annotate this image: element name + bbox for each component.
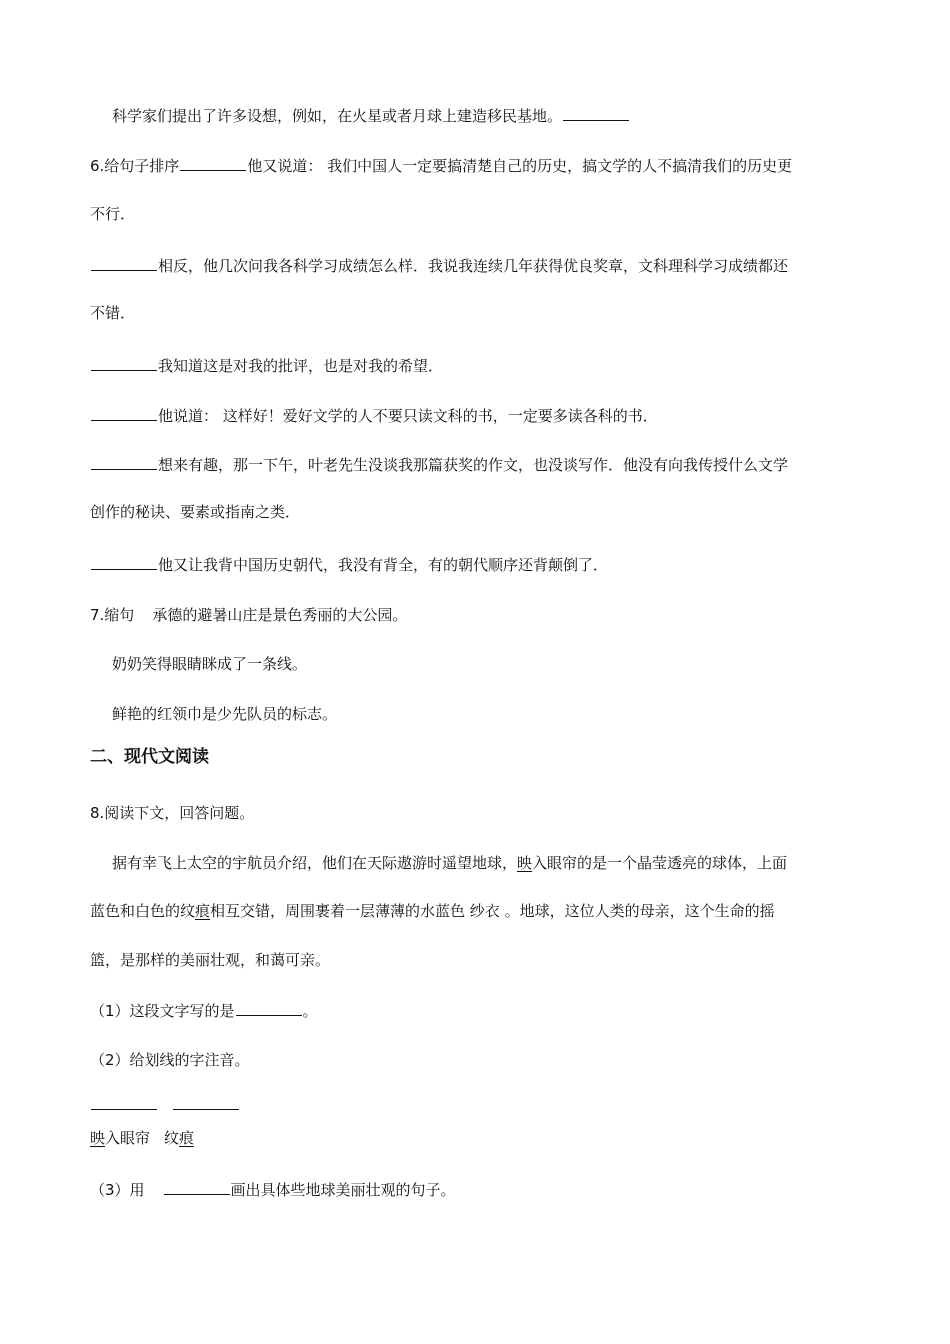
- answer-blank[interactable]: [91, 455, 157, 470]
- question-7-sentence-3: 鲜艳的红领巾是少先队员的标志。: [112, 705, 338, 723]
- question-7-line: 7.缩句 承德的避暑山庄是景色秀丽的大公园。: [90, 606, 408, 624]
- underlined-char: 映: [517, 854, 533, 872]
- answer-blank[interactable]: [236, 1001, 302, 1016]
- passage-line-1: 据有幸飞上太空的宇航员介绍，他们在天际遨游时遥望地球，映入眼帘的是一个晶莹透亮的球体，上面: [112, 854, 788, 872]
- word-1: 映入眼帘: [90, 1129, 151, 1147]
- question-8-2-line: （2）给划线的字注音。: [90, 1051, 250, 1069]
- question-8-1-line: （1）这段文字写的是 。: [90, 1002, 318, 1020]
- sentence-4-line: 想来有趣，那一下午，叶老先生没谈我那篇获奖的作文，也没谈写作．他没有向我传授什么文学: [90, 454, 865, 476]
- question-8-line: 8.阅读下文，回答问题。: [90, 804, 255, 822]
- sentence-1-line: 相反，他几次问我各科学习成绩怎么样．我说我连续几年获得优良奖章，文科理科学习成绩都还: [90, 255, 865, 277]
- question-6-line-cont: 不行．: [90, 205, 136, 223]
- sentence-4-line-cont: 创作的秘诀、要素或指南之类．: [90, 503, 301, 521]
- sentence-2-line: 我知道这是对我的批评，也是对我的希望．: [90, 355, 865, 377]
- passage-line-3: 篮，是那样的美丽壮观，和蔼可亲。: [90, 951, 331, 969]
- answer-blank[interactable]: [180, 156, 246, 171]
- sentence-3-line: 他说道： 这样好！爱好文学的人不要只读文科的书，一定要多读各科的书．: [90, 405, 865, 427]
- pinyin-blank-1[interactable]: [91, 1095, 157, 1110]
- example-sentence-line: 科学家们提出了许多设想，例如，在火星或者月球上建造移民基地。: [112, 105, 887, 127]
- pinyin-blank-2[interactable]: [173, 1095, 239, 1110]
- sentence-5-line: 他又让我背中国历史朝代，我没有背全，有的朝代顺序还背颠倒了．: [90, 554, 865, 576]
- answer-blank[interactable]: [164, 1180, 230, 1195]
- answer-blank[interactable]: [91, 256, 157, 271]
- answer-blank[interactable]: [91, 406, 157, 421]
- question-7-sentence-2: 奶奶笑得眼睛眯成了一条线。: [112, 655, 308, 673]
- question-8-3-line: （3）用 画出具体些地球美丽壮观的句子。: [90, 1181, 456, 1199]
- passage-line-2: 蓝色和白色的纹痕相互交错，周围裹着一层薄薄的水蓝色 纱衣 。地球，这位人类的母亲，这个生命的摇: [90, 902, 775, 920]
- underlined-char: 痕: [195, 902, 211, 920]
- question-6-line: 6.给句子排序 他又说道： 我们中国人一定要搞清楚自己的历史，搞文学的人不搞清我们的历史更: [90, 157, 793, 175]
- section-heading: 二、现代文阅读: [90, 747, 209, 767]
- sentence-1-line-cont: 不错．: [90, 304, 136, 322]
- pinyin-words-line: [90, 1127, 865, 1149]
- pinyin-blanks-line: [90, 1094, 865, 1116]
- answer-blank[interactable]: [563, 106, 629, 121]
- word-2: 纹痕: [164, 1129, 195, 1147]
- answer-blank[interactable]: [91, 555, 157, 570]
- answer-blank[interactable]: [91, 356, 157, 371]
